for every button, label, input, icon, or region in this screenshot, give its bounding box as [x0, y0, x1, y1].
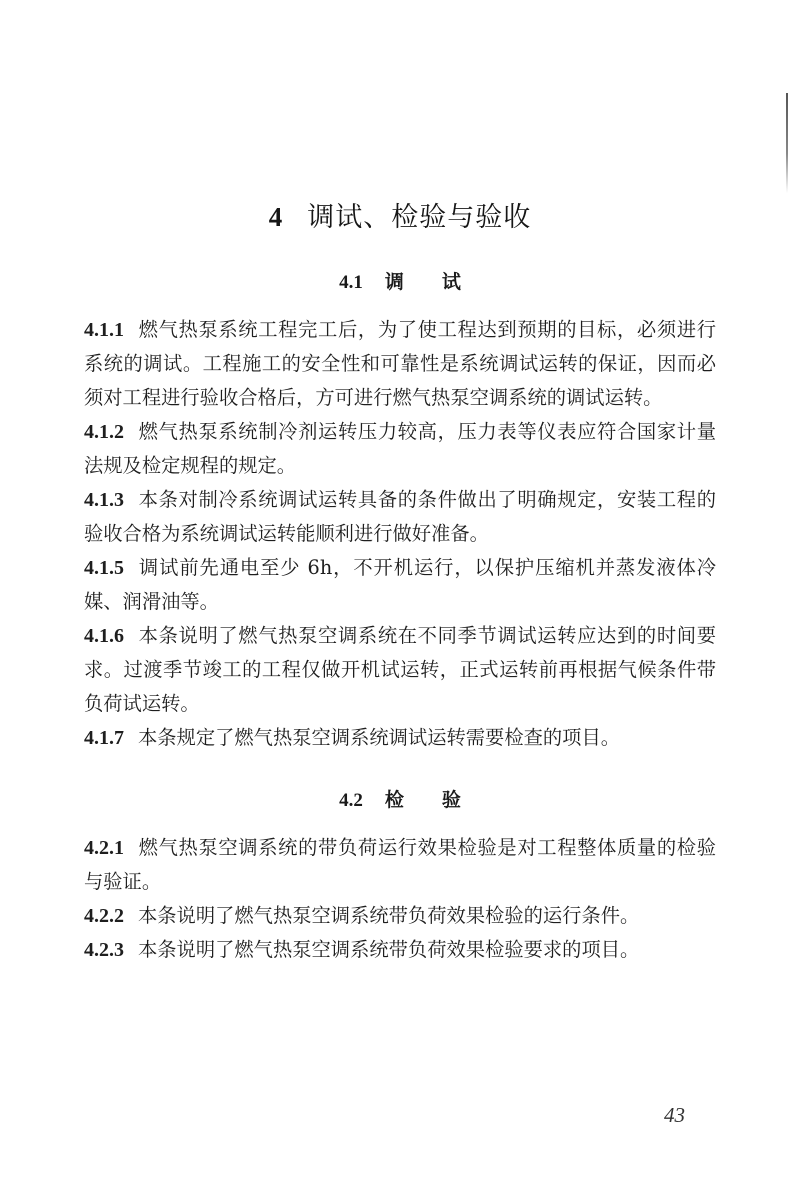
- section-number: 4.2: [339, 790, 363, 811]
- section-4-1-body: [84, 313, 716, 755]
- clause-4-1-5: [84, 551, 716, 619]
- clause-4-1-2: [84, 415, 716, 483]
- binding-edge-line: [786, 93, 788, 193]
- clause-text: 燃气热泵空调系统的带负荷运行效果检验是对工程整体质量的检验与验证。: [84, 836, 716, 893]
- clause-text: 本条说明了燃气热泵空调系统在不同季节调试运转应达到的时间要求。过渡季节竣工的工程仅做开机试运转，正式运转前再根据气候条件带负荷试运转。: [84, 624, 716, 715]
- clause-text: 调试前先通电至少 6h，不开机运行，以保护压缩机并蒸发液体冷媒、润滑油等。: [84, 556, 716, 613]
- clause-number: 4.2.3: [84, 939, 124, 961]
- section-title-char-1: 检: [384, 789, 404, 811]
- section-title-4-2: [0, 786, 800, 815]
- page-number: 43: [664, 1103, 685, 1127]
- chapter-title-text: 调试、检验与验收: [307, 202, 532, 233]
- section-number: 4.1: [339, 272, 363, 293]
- clause-text: 燃气热泵系统制冷剂运转压力较高，压力表等仪表应符合国家计量法规及检定规程的规定。: [84, 420, 716, 477]
- clause-number: 4.1.6: [84, 625, 124, 647]
- chapter-title: [0, 197, 800, 238]
- clause-number: 4.1.2: [84, 421, 124, 443]
- section-title-char-1: 调: [384, 271, 404, 293]
- clause-4-2-2: [84, 899, 716, 933]
- clause-text: 燃气热泵系统工程完工后，为了使工程达到预期的目标，必须进行系统的调试。工程施工的安全性和可靠性是系统调试运转的保证，因而必须对工程进行验收合格后，方可进行燃气热泵空调系统的调试运转。: [84, 318, 716, 409]
- clause-4-1-6: [84, 619, 716, 721]
- clause-text: 本条对制冷系统调试运转具备的条件做出了明确规定，安装工程的验收合格为系统调试运转能顺利进行做好准备。: [84, 488, 716, 545]
- clause-text: 本条说明了燃气热泵空调系统带负荷效果检验的运行条件。: [138, 904, 640, 927]
- clause-4-2-3: [84, 933, 716, 967]
- section-4-2-body: [84, 831, 716, 967]
- clause-number: 4.1.7: [84, 727, 124, 749]
- clause-number: 4.2.1: [84, 837, 124, 859]
- clause-number: 4.1.5: [84, 557, 124, 579]
- chapter-number: 4: [268, 202, 284, 232]
- clause-text: 本条规定了燃气热泵空调系统调试运转需要检查的项目。: [138, 726, 621, 749]
- clause-4-1-3: [84, 483, 716, 551]
- clause-number: 4.1.3: [84, 489, 124, 511]
- clause-text: 本条说明了燃气热泵空调系统带负荷效果检验要求的项目。: [138, 938, 640, 961]
- clause-4-2-1: [84, 831, 716, 899]
- clause-number: 4.2.2: [84, 905, 124, 927]
- clause-4-1-7: [84, 721, 716, 755]
- clause-4-1-1: [84, 313, 716, 415]
- section-title-char-2: 验: [441, 789, 461, 811]
- section-title-4-1: [0, 268, 800, 297]
- section-title-char-2: 试: [441, 271, 461, 293]
- clause-number: 4.1.1: [84, 319, 124, 341]
